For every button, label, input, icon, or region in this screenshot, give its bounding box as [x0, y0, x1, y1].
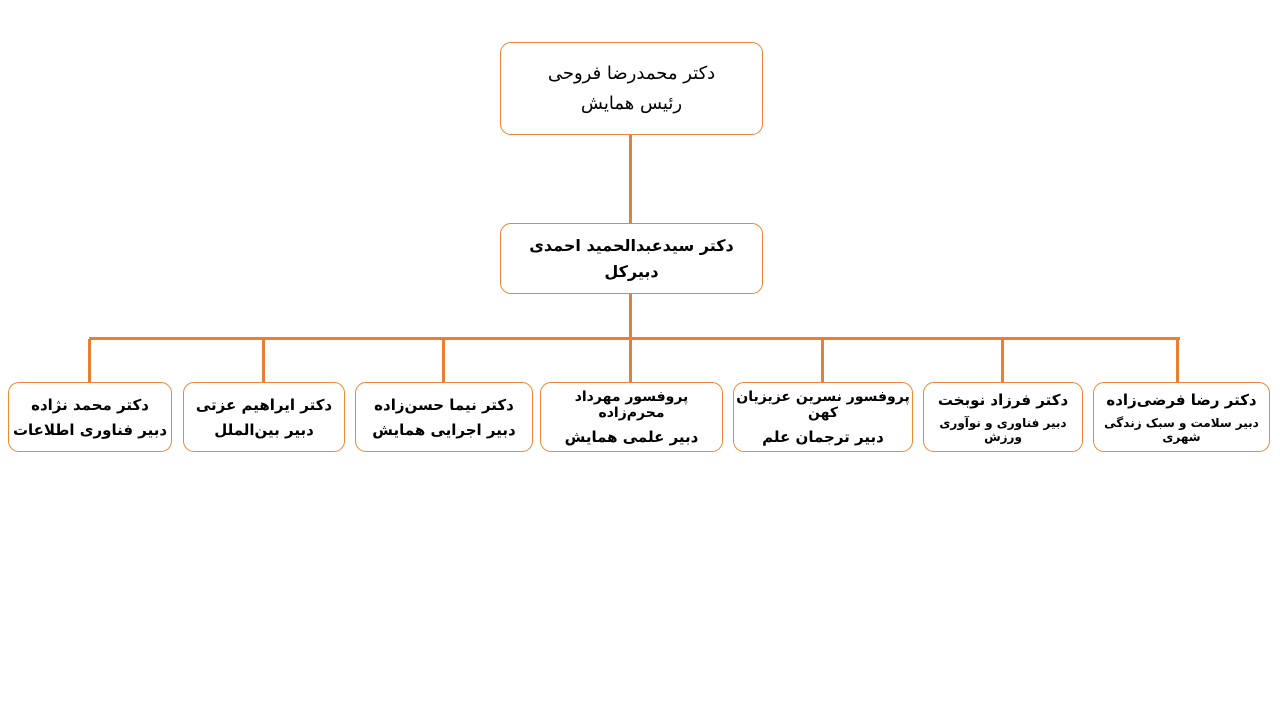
person-name: دکتر محمدرضا فروحی	[547, 63, 716, 84]
connector-top-to-middle	[629, 134, 632, 224]
connector-horizontal-bus	[89, 337, 1180, 340]
person-role: دبیر فناوری و نوآوری ورزش	[939, 415, 1067, 444]
person-role: دبیر فناوری اطلاعات	[12, 420, 168, 439]
person-role: دبیر ترجمان علم	[762, 427, 884, 446]
person-name: دکتر فرزاد نوبخت	[937, 390, 1069, 409]
person-name: دکتر ایراهیم عزتی	[195, 395, 333, 414]
org-node-chairman	[500, 42, 763, 135]
person-role: دبیر اجرایی همایش	[372, 420, 516, 439]
connector-drop	[821, 339, 824, 382]
person-role: دبیر علمی همایش	[564, 427, 699, 446]
person-role: دبیر سلامت و سبک زندگی شهری	[1104, 415, 1259, 444]
person-role: دبیرکل	[604, 262, 659, 281]
person-name: پروفسور مهرداد محرم‌زاده	[574, 388, 689, 421]
connector-drop	[88, 339, 91, 382]
connector-drop	[1001, 339, 1004, 382]
person-role: رئیس همایش	[580, 93, 683, 114]
person-name: پروفسور نسرین عزیزیان کهن	[736, 388, 910, 421]
connector-drop	[262, 339, 265, 382]
person-name: دکتر نیما حسن‌زاده	[374, 395, 514, 414]
org-node-executive-secretary	[355, 382, 533, 452]
person-name: دکتر محمد نژاده	[31, 395, 149, 414]
org-node-science-translation-secretary	[733, 382, 913, 452]
org-node-health-lifestyle-secretary	[1093, 382, 1270, 452]
org-node-tech-innovation-secretary	[923, 382, 1083, 452]
person-role: دبیر بین‌الملل	[214, 420, 314, 439]
org-node-scientific-secretary	[540, 382, 723, 452]
org-node-it-secretary	[8, 382, 172, 452]
connector-drop	[442, 339, 445, 382]
org-node-secretary-general	[500, 223, 763, 294]
connector-drop	[1176, 339, 1179, 382]
org-node-international-secretary	[183, 382, 345, 452]
person-name: دکتر سیدعبدالحمید احمدی	[529, 236, 734, 255]
person-name: دکتر رضا فرضی‌زاده	[1106, 390, 1257, 409]
